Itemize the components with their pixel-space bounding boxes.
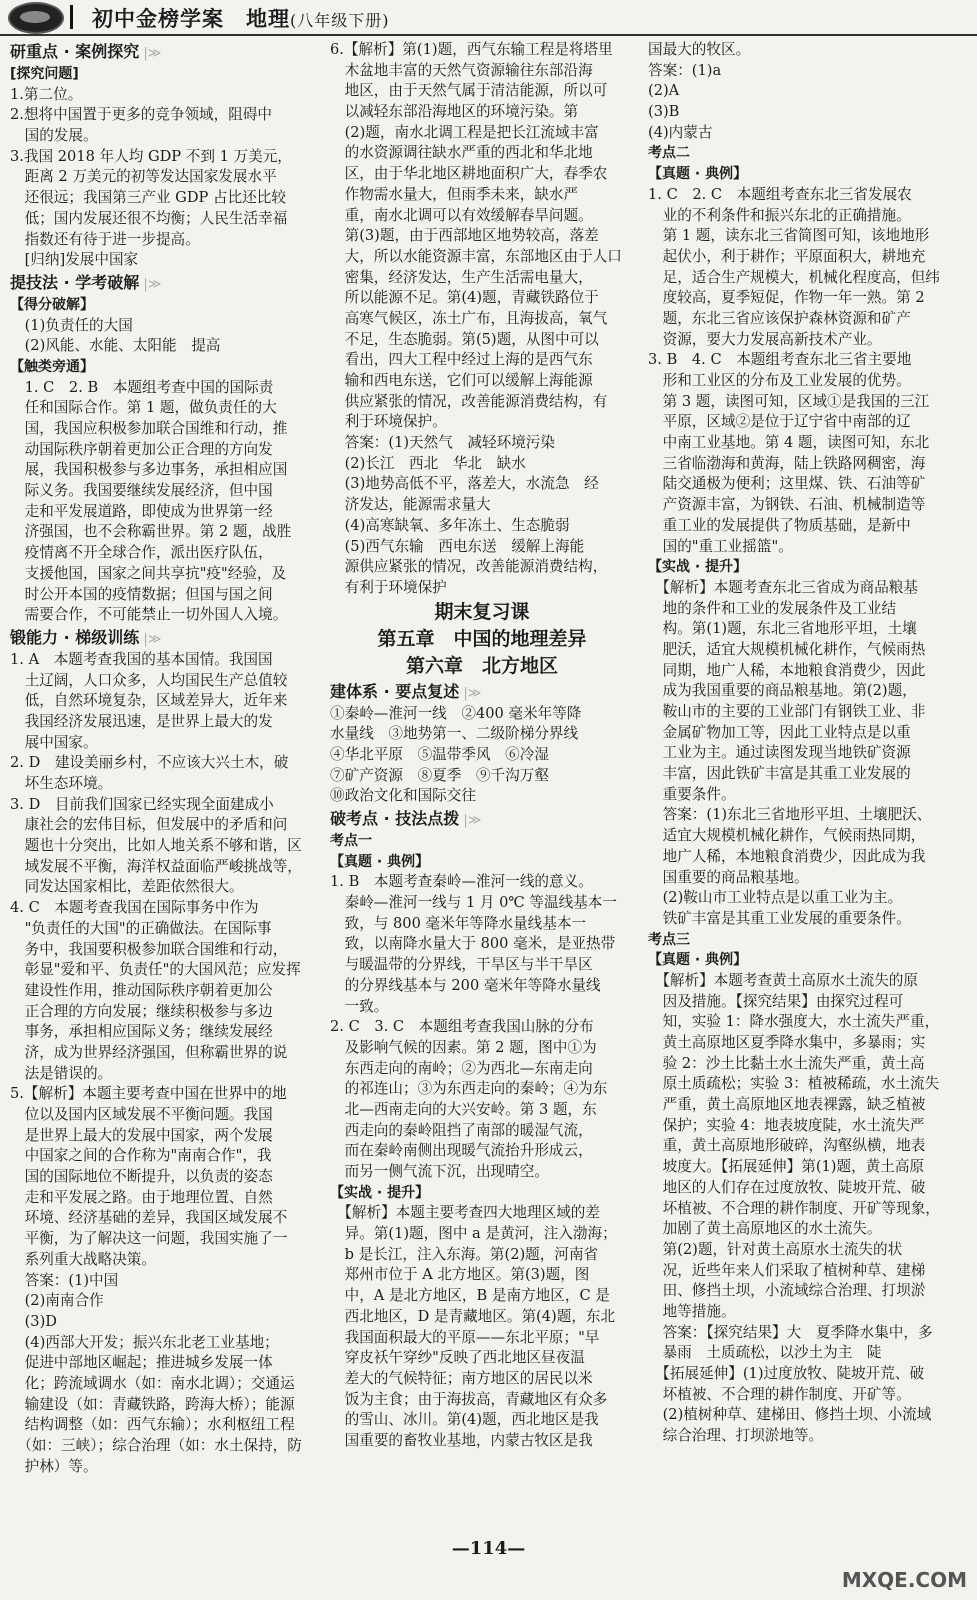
- subsection-label: 【真题 · 典例】: [330, 853, 430, 870]
- text-line: 低，自然环境复杂，区域差异大，近年来: [10, 692, 288, 710]
- chapter-title: 第六章 北方地区: [405, 654, 558, 677]
- text-line: 平衡，为了解决这一问题，我国实施了一: [10, 1230, 288, 1248]
- text-line: 3.我国 2018 年人均 GDP 不到 1 万美元，: [10, 147, 292, 165]
- text-line: 2. C 3. C 本题组考查我国山脉的分布: [330, 1018, 594, 1036]
- text-line: 输建设（如：青藏铁路，跨海大桥）；能源: [10, 1395, 295, 1413]
- text-line: 坡度大。【拓展延伸】第(1)题，黄土高原: [648, 1158, 925, 1176]
- text-line: 致，与 800 毫米年等降水量线基本一: [330, 914, 587, 932]
- text-line: 位以及国内区域发展不平衡问题。我国: [10, 1106, 273, 1123]
- text-line: 况，近些年来人们采取了植树种草、建梯: [648, 1261, 926, 1279]
- text-line: 知，实验 1：降水强度大，水土流失严重，: [648, 1013, 940, 1031]
- text-line: 答案：(1)中国: [10, 1271, 119, 1289]
- text-line: 的水资源调往缺水严重的西北和华北地: [330, 144, 593, 162]
- text-line: 地区，由于天然气属于清洁能源，所以可: [330, 82, 608, 100]
- text-line: 保护；实验 4：地表坡度陡，水土流失严: [648, 1116, 925, 1134]
- text-line: 中国家之间的合作称为"南南合作"，我: [10, 1147, 272, 1165]
- text-line: 的雪山、冰川。第(4)题，西北地区是我: [330, 1411, 599, 1429]
- text-line: 际义务。我国要继续发展经济，但中国: [10, 482, 273, 500]
- left-column: [10, 40, 318, 1477]
- text-line: [归纳]发展中国家: [10, 251, 139, 269]
- text-line: 及影响气候的因素。第 2 题，图中①为: [330, 1038, 597, 1056]
- text-line: 走和平发展道路，即使成为世界第一经: [10, 502, 273, 520]
- text-line: 东西走向的南岭；②为西北—东南走向: [330, 1059, 593, 1077]
- text-line: 以减轻东部沿海地区的环境污染。第: [330, 103, 579, 121]
- text-line: 第(2)题，针对黄土高原水土流失的状: [648, 1240, 903, 1258]
- text-line: 北—西南走向的大兴安岭。第 3 题，东: [330, 1100, 597, 1118]
- text-line: 【拓展延伸】(1)过度放牧、陡坡开荒、破: [648, 1365, 925, 1382]
- text-line: 法是错误的。: [10, 1064, 113, 1082]
- text-line: 第(3)题，由于西部地区地势较高，落差: [330, 227, 599, 245]
- text-line: 促进中部地区崛起；推进城乡发展一体: [10, 1354, 273, 1372]
- text-line: (4)内蒙古: [648, 123, 713, 141]
- text-line: 金属矿物加工等，因此工业特点是以重: [648, 723, 911, 741]
- text-line: 饭为主食；由于海拔高，青藏地区有众多: [330, 1390, 608, 1408]
- text-line: 平原，区域②是位于辽宁省中南部的辽: [648, 413, 911, 431]
- text-line: 还很远；我国第三产业 GDP 占比还比较: [10, 189, 286, 207]
- book-title: 初中金榜学案 地理(八年级下册): [92, 6, 390, 31]
- text-line: 大，所以水能资源丰富，东部地区由于人口: [330, 247, 622, 265]
- text-line: 我国面积最大的平原——东北平原；"早: [330, 1328, 600, 1346]
- text-line: 3. D 目前我们国家已经实现全面建成小: [10, 795, 274, 813]
- section-heading: 建体系 · 要点复述 |≫: [330, 680, 634, 704]
- text-line: 加剧了黄土高原地区的水土流失。: [648, 1220, 882, 1238]
- text-line: 致，以南降水量大于 800 毫米，是亚热带: [330, 935, 616, 953]
- text-line: (2)风能、水能、太阳能 提高: [10, 337, 221, 355]
- text-line: b 是长江，注入东海。第(2)题，河南省: [330, 1245, 599, 1263]
- text-line: 高寒气候区，冻土广布，且海拔高，氧气: [330, 309, 608, 327]
- text-line: 指数还有待于进一步提高。: [10, 230, 200, 248]
- text-line: 地等措施。: [648, 1302, 736, 1320]
- text-line: 展中国家。: [10, 733, 98, 751]
- text-line: 形和工业区的分布及工业发展的优势。: [648, 372, 911, 389]
- text-line: 1. B 本题考查秦岭—淮河一线的意义。: [330, 873, 593, 891]
- section-heading: 锻能力 · 梯级训练 |≫: [10, 626, 318, 650]
- text-line: 综合治理、打坝淤地等。: [648, 1427, 824, 1445]
- text-line: 重工业的发展提供了物质基础，是新中: [648, 516, 911, 534]
- text-line: 展，我国积极参与多边事务，承担相应国: [10, 461, 288, 479]
- text-line: 同发达国家相比，差距依然很大。: [10, 878, 244, 896]
- section-heading: 破考点 · 技法点拨 |≫: [330, 807, 634, 831]
- text-line: 【解析】本题考查东北三省成为商品粮基: [648, 578, 918, 596]
- text-line: 答案：(1)东北三省地形平坦、土壤肥沃、: [648, 806, 932, 824]
- text-line: （如：三峡）；综合治理（如：水土保持，防: [10, 1437, 302, 1454]
- text-line: 作物需水量大，但雨季未来，缺水严: [330, 185, 579, 203]
- text-line: (3)地势高低不平，落差大，水流急 经: [330, 475, 599, 493]
- text-line: 坏植被、不合理的耕作制度、开矿等。: [648, 1385, 911, 1403]
- text-line: 彰显"爱和平、负责任"的大国风范；应发挥: [10, 961, 301, 979]
- text-line: 足，适合生产规模大，机械化程度高，但纬: [648, 268, 940, 286]
- text-line: 是世界上最大的发展中国家，两个发展: [10, 1126, 273, 1144]
- subsection-label: 【得分破解】: [10, 296, 94, 313]
- text-line: (2)题，南水北调工程是把长江流域丰富: [330, 123, 599, 141]
- text-line: 郑州市位于 A 北方地区。第(3)题，图: [330, 1266, 590, 1284]
- text-line: 原土质疏松；实验 3：植被稀疏，水土流失: [648, 1075, 940, 1093]
- text-line: 需要合作，不可能禁止一切外国人入境。: [10, 606, 288, 624]
- text-line: 1. C 2. C 本题组考查东北三省发展农: [648, 185, 912, 203]
- text-line: 济强国，也不会称霸世界。第 2 题，战胜: [10, 523, 292, 541]
- text-line: 地区的人们存在过度放牧、陡坡开荒、破: [648, 1178, 926, 1196]
- text-line: 康社会的宏伟目标，但发展中的矛盾和问: [10, 816, 288, 834]
- text-line: (2)植树种草、建梯田、修挡土坝、小流域: [648, 1406, 932, 1424]
- text-line: 国最大的牧区。: [648, 41, 751, 58]
- chapter-title: 期末复习课: [434, 600, 530, 623]
- text-line: ①秦岭—淮河一线 ②400 毫米年等降: [330, 704, 582, 722]
- text-line: 密集，经济发达，生产生活需电量大，: [330, 268, 593, 286]
- subsection-label: 【实战 · 提升】: [330, 1184, 430, 1201]
- text-line: 6.【解析】第(1)题，西气东输工程是将塔里: [330, 41, 613, 58]
- text-line: 工业为主。通过读图发现当地铁矿资源: [648, 744, 911, 762]
- text-line: 严重，黄土高原地区地表裸露，缺乏植被: [648, 1096, 926, 1114]
- text-line: 坏生态环境。: [10, 775, 113, 792]
- page-header: [0, 0, 977, 34]
- text-line: 西北地区，D 是青藏地区。第(4)题，东北: [330, 1307, 616, 1325]
- text-line: 丰富，因此铁矿丰富是其重工业发展的: [648, 765, 911, 783]
- text-line: 坏植被、不合理的耕作制度、开矿等现象，: [648, 1199, 940, 1217]
- text-line: 化；跨流域调水（如：南水北调）；交通运: [10, 1374, 295, 1392]
- text-line: (2)南南合作: [10, 1292, 104, 1310]
- text-line: 秦岭—淮河一线与 1 月 0℃ 等温线基本一: [330, 894, 617, 912]
- subsection-label: 考点三: [648, 931, 690, 948]
- text-line: 重，南水北调可以有效缓解春旱问题。: [330, 206, 593, 224]
- text-line: "负责任的大国"的正确做法。在国际事: [10, 919, 272, 937]
- text-line: 穿皮袄午穿纱"反映了西北地区昼夜温: [330, 1349, 585, 1367]
- chapter-title: 第五章 中国的地理差异: [377, 627, 587, 650]
- text-line: 产资源丰富，为钢铁、石油、机械制造等: [648, 496, 926, 514]
- text-line: 2.想将中国置于更多的竞争领域，阻碍中: [10, 106, 273, 124]
- text-line: 资源，要大力发展高新技术产业。: [648, 330, 882, 348]
- text-line: 正合理的方向发展；继续积极参与多边: [10, 1002, 273, 1020]
- text-line: 所以能源不足。第(4)题，青藏铁路位于: [330, 289, 599, 307]
- text-line: 结构调整（如：西气东输）；水利枢纽工程: [10, 1416, 295, 1434]
- text-line: 答案：【探究结果】大 夏季降水集中，多: [648, 1323, 933, 1341]
- text-line: 不足，生态脆弱。第(5)题，从图中可以: [330, 330, 599, 348]
- text-line: 鞍山市的主要的工业部门有钢铁工业、非: [648, 703, 926, 720]
- text-line: 支援他国，国家之间共享抗"疫"经验，及: [10, 564, 287, 582]
- text-line: 济，成为世界经济强国，但称霸世界的说: [10, 1043, 288, 1061]
- text-line: 重，黄土高原地形破碎，沟壑纵横，地表: [648, 1137, 926, 1155]
- right-column: [648, 40, 963, 1447]
- text-line: 与暖温带的分界线，干旱区与半干旱区: [330, 956, 593, 974]
- text-line: 4. C 本题考查我国在国际事务中作为: [10, 899, 259, 917]
- text-line: 适宜大规模机械化耕作，气候雨热同期，: [648, 827, 926, 845]
- text-line: (2)长江 西北 华北 缺水: [330, 454, 526, 472]
- section-heading: 提技法 · 学考破解 |≫: [10, 271, 318, 295]
- text-line: 田、修挡土坝，小流域综合治理、打坝淤: [648, 1282, 926, 1300]
- subsection-label: 【触类旁通】: [10, 358, 94, 375]
- text-line: 异。第(1)题，图中 a 是黄河，注入渤海；: [330, 1225, 617, 1243]
- text-line: 我国经济发展迅速，是世界上最大的发: [10, 712, 273, 730]
- text-line: 【解析】本题考查黄土高原水土流失的原: [648, 971, 918, 989]
- text-line: 第 3 题，读图可知，区域①是我国的三江: [648, 392, 930, 410]
- text-line: 第 1 题，读东北三省简图可知，该地地形: [648, 227, 930, 245]
- text-line: 构。第(1)题，东北三省地形平坦，土壤: [648, 620, 917, 638]
- text-line: (5)西气东输 西电东送 缓解上海能: [330, 537, 585, 555]
- text-line: 三省临渤海和黄海，陆上铁路网稠密，海: [648, 454, 926, 472]
- text-line: 利于环境保护。: [330, 413, 447, 431]
- text-line: 建设性作用，推动国际秩序朝着更加公: [10, 981, 273, 999]
- middle-column: [330, 40, 634, 1452]
- text-line: 1. C 2. B 本题组考查中国的国际责: [10, 378, 274, 396]
- text-line: 度较高，夏季短促，作物一年一熟。第 2: [648, 289, 925, 307]
- text-line: 【解析】本题主要考查四大地理区域的差: [330, 1204, 600, 1222]
- text-line: 源供应紧张的情况，改善能源消费结构，: [330, 558, 608, 576]
- text-line: ⑦矿产资源 ⑧夏季 ⑨千沟万壑: [330, 766, 549, 784]
- text-line: 动国际秩序朝着更加公正合理的方向发: [10, 440, 273, 458]
- subsection-label: 【实战 · 提升】: [648, 559, 748, 576]
- text-line: 1.第二位。: [10, 85, 83, 103]
- text-line: 差大的气候特征；南方地区的居民以米: [330, 1369, 593, 1387]
- text-line: 陆交通极为便利；这里煤、铁、石油等矿: [648, 475, 926, 493]
- text-line: 同期，地广人稀，本地粮食消费少，因此: [648, 661, 926, 679]
- text-line: (4)西部大开发；振兴东北老工业基地；: [10, 1333, 279, 1351]
- text-line: 地的条件和工业的发展条件及工业结: [648, 599, 897, 617]
- page-number: —114—: [451, 1538, 526, 1559]
- text-line: 起伏小，利于耕作；平原面积大，耕地充: [648, 247, 926, 265]
- text-line: 距离 2 万美元的初等发达国家发展水平: [10, 168, 277, 186]
- text-line: 3. B 4. C 本题组考查东北三省主要地: [648, 351, 912, 369]
- text-line: 国重要的畜牧业基地，内蒙古牧区是我: [330, 1431, 593, 1449]
- text-line: 的分界线基本与 200 毫米年等降水量线: [330, 976, 601, 994]
- text-line: 1. A 本题考查我国的基本国情。我国国: [10, 650, 273, 668]
- text-line: 2. D 建设美丽乡村，不应该大兴土木，破: [10, 754, 289, 772]
- text-line: 低；国内发展还很不均衡；人民生活幸福: [10, 209, 288, 227]
- text-line: 而在秦岭南侧出现暖气流抬升形成云，: [330, 1142, 593, 1160]
- text-line: 因及措施。【探究结果】由探究过程可: [648, 992, 904, 1010]
- text-line: 中，A 是北方地区，B 是南方地区，C 是: [330, 1287, 610, 1305]
- subsection-label: 【真题 · 典例】: [648, 952, 748, 969]
- subsection-label: 考点一: [330, 833, 372, 849]
- text-line: 西走向的秦岭阻挡了南部的暖湿气流，: [330, 1121, 593, 1139]
- text-line: (4)高寒缺氧、多年冻土、生态脆弱: [330, 516, 570, 534]
- subsection-label: [探究问题]: [10, 66, 79, 82]
- text-line: 土辽阔，人口众多，人均国民生产总值较: [10, 671, 288, 689]
- text-line: 题，东北三省应该保护森林资源和矿产: [648, 309, 911, 327]
- text-line: 业的不利条件和振兴东北的正确措施。: [648, 206, 911, 224]
- text-line: 中南工业基地。第 4 题，读图可知，东北: [648, 434, 930, 452]
- text-line: 系列重大战略决策。: [10, 1250, 156, 1268]
- publisher-logo: [8, 2, 64, 34]
- text-line: 走和平发展之路。由于地理位置、自然: [10, 1188, 273, 1206]
- section-heading: 研重点 · 案例探究 |≫: [10, 40, 318, 64]
- text-line: 铁矿丰富是其重工业发展的重要条件。: [648, 909, 911, 927]
- text-line: 疫情离不开全球合作，派出医疗队伍，: [10, 544, 273, 562]
- text-line: 看出，四大工程中经过上海的是西气东: [330, 351, 593, 369]
- header-rule: [0, 34, 977, 36]
- text-line: 国重要的商品粮基地。: [648, 868, 809, 886]
- text-line: 护林）等。: [10, 1457, 98, 1475]
- text-line: 重要条件。: [648, 785, 736, 803]
- header-divider: [70, 5, 73, 29]
- text-line: (1)负责任的大国: [10, 316, 133, 334]
- text-line: 事务，承担相应国际义务；继续发展经: [10, 1023, 273, 1041]
- text-line: 济发达，能源需求量大: [330, 496, 491, 514]
- subsection-label: 考点二: [648, 145, 690, 162]
- text-line: (2)A: [648, 82, 680, 100]
- text-line: 题也十分突出，比如人地关系不够和谐，区: [10, 837, 302, 855]
- text-line: (3)D: [10, 1312, 57, 1330]
- text-line: 务中，我国要积极参加联合国维和行动，: [10, 940, 288, 958]
- text-line: 地广人稀，本地粮食消费少，因此成为我: [648, 847, 926, 865]
- text-line: (3)B: [648, 103, 680, 121]
- text-line: 暴雨 土质疏松，以沙土为主 陡: [648, 1344, 882, 1362]
- text-line: 国的发展。: [10, 127, 98, 145]
- text-line: 国，我国应积极参加联合国维和行动，推: [10, 420, 288, 437]
- text-line: 国的国际地位不断提升，以负责的姿态: [10, 1168, 273, 1186]
- text-line: 黄土高原地区夏季降水集中，多暴雨；实: [648, 1034, 926, 1051]
- text-line: 任和国际合作。第 1 题，做负责任的大: [10, 399, 277, 417]
- text-line: 而另一侧气流下沉，出现晴空。: [330, 1163, 549, 1180]
- text-line: ⑩政治文化和国际交往: [330, 787, 476, 805]
- text-line: 供应紧张的情况，改善能源消费结构，有: [330, 392, 608, 410]
- text-line: 的祁连山；③为东西走向的秦岭；④为东: [330, 1080, 608, 1098]
- watermark: MXQE.COM: [841, 1568, 967, 1592]
- text-line: 区，由于华北地区耕地面积广大，春季农: [330, 165, 608, 183]
- text-line: 国的"重工业摇篮"。: [648, 537, 793, 555]
- text-line: 肥沃，适宜大规模机械化耕作，气候雨热: [648, 640, 926, 658]
- text-line: ④华北平原 ⑤温带季风 ⑥冷湿: [330, 745, 549, 763]
- text-line: 木盆地丰富的天然气资源输往东部沿海: [330, 61, 593, 79]
- text-line: 水量线 ③地势第一、二级阶梯分界线: [330, 725, 579, 743]
- text-line: 输和西电东送，它们可以缓解上海能源: [330, 372, 593, 389]
- text-line: 答案：(1)天然气 减轻环境污染: [330, 434, 555, 452]
- text-line: 时公开本国的疫情数据；但国与国之间: [10, 585, 273, 603]
- text-line: 验 2：沙土比黏土水土流失严重，黄土高: [648, 1054, 925, 1072]
- subsection-label: 【真题 · 典例】: [648, 166, 748, 183]
- text-line: 有利于环境保护: [330, 578, 447, 596]
- text-line: 答案：(1)a: [648, 61, 722, 79]
- text-line: 一致。: [330, 997, 389, 1015]
- text-line: 5.【解析】本题主要考查中国在世界中的地: [10, 1085, 287, 1103]
- text-line: 成为我国重要的商品粮基地。第(2)题，: [648, 682, 917, 700]
- text-line: 环境、经济基础的差异，我国区域发展不: [10, 1209, 288, 1227]
- text-line: 域发展不平衡，海洋权益面临严峻挑战等，: [10, 857, 302, 875]
- text-line: (2)鞍山市工业特点是以重工业为主。: [648, 889, 903, 907]
